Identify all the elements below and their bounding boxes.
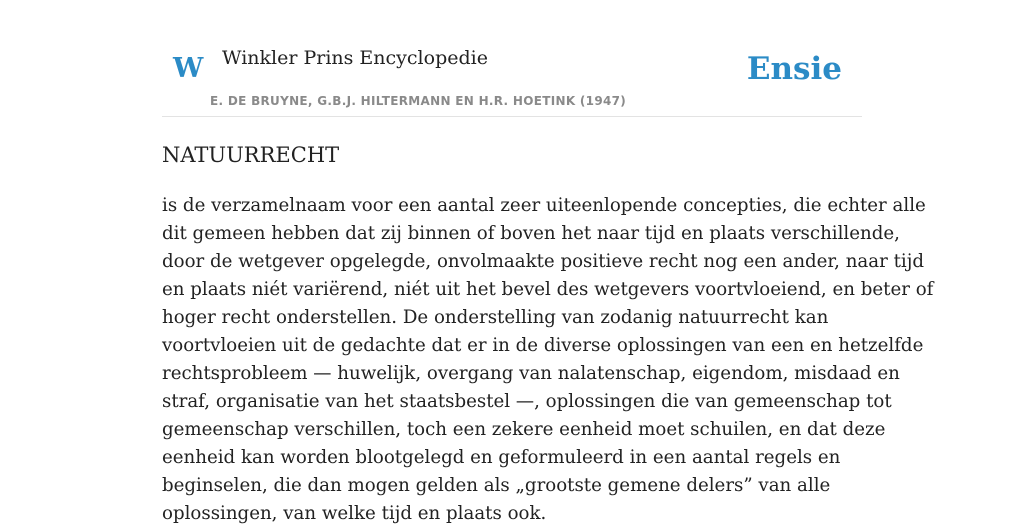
article-line: beginselen, die dan mogen gelden als „grootste gemene delers” van alle <box>162 475 831 496</box>
article-line: oplossingen, van welke tijd en plaats ook. <box>162 503 547 524</box>
article-line: rechtsprobleem — huwelijk, overgang van nalatenschap, eigendom, misdaad en <box>162 363 900 384</box>
ensie-logo[interactable]: Ensie <box>746 51 842 87</box>
article-headword: NATUURRECHT <box>162 143 340 167</box>
article-line: en plaats niét variërend, niét uit het bevel des wetgevers voortvloeiend, en beter of <box>162 279 934 300</box>
winkler-prins-logo[interactable]: W <box>173 53 204 84</box>
article-line: dit gemeen hebben dat zij binnen of boven het naar tijd en plaats verschillende, <box>162 223 900 244</box>
article-line: door de wetgever opgelegde, onvolmaakte positieve recht nog een ander, naar tijd <box>162 251 924 272</box>
article-line: gemeenschap verschillen, toch een zekere eenheid moet schuilen, en dat deze <box>162 419 886 440</box>
source-title[interactable]: Winkler Prins Encyclopedie <box>222 47 488 69</box>
article-line: voortvloeien uit de gedachte dat er in de diverse oplossingen van een en hetzelfde <box>162 335 924 356</box>
authors-credit: E. DE BRUYNE, G.B.J. HILTERMANN EN H.R. HOETINK (1947) <box>210 94 627 108</box>
article-line: is de verzamelnaam voor een aantal zeer uiteenlopende concepties, die echter alle <box>162 195 926 216</box>
article-line: eenheid kan worden blootgelegd en geformuleerd in een aantal regels en <box>162 447 841 468</box>
article-line: hoger recht onderstellen. De onderstelling van zodanig natuurrecht kan <box>162 307 829 328</box>
header <box>162 0 862 117</box>
article-line: straf, organisatie van het staatsbestel —, oplossingen die van gemeenschap tot <box>162 391 892 412</box>
article-body <box>162 192 934 528</box>
